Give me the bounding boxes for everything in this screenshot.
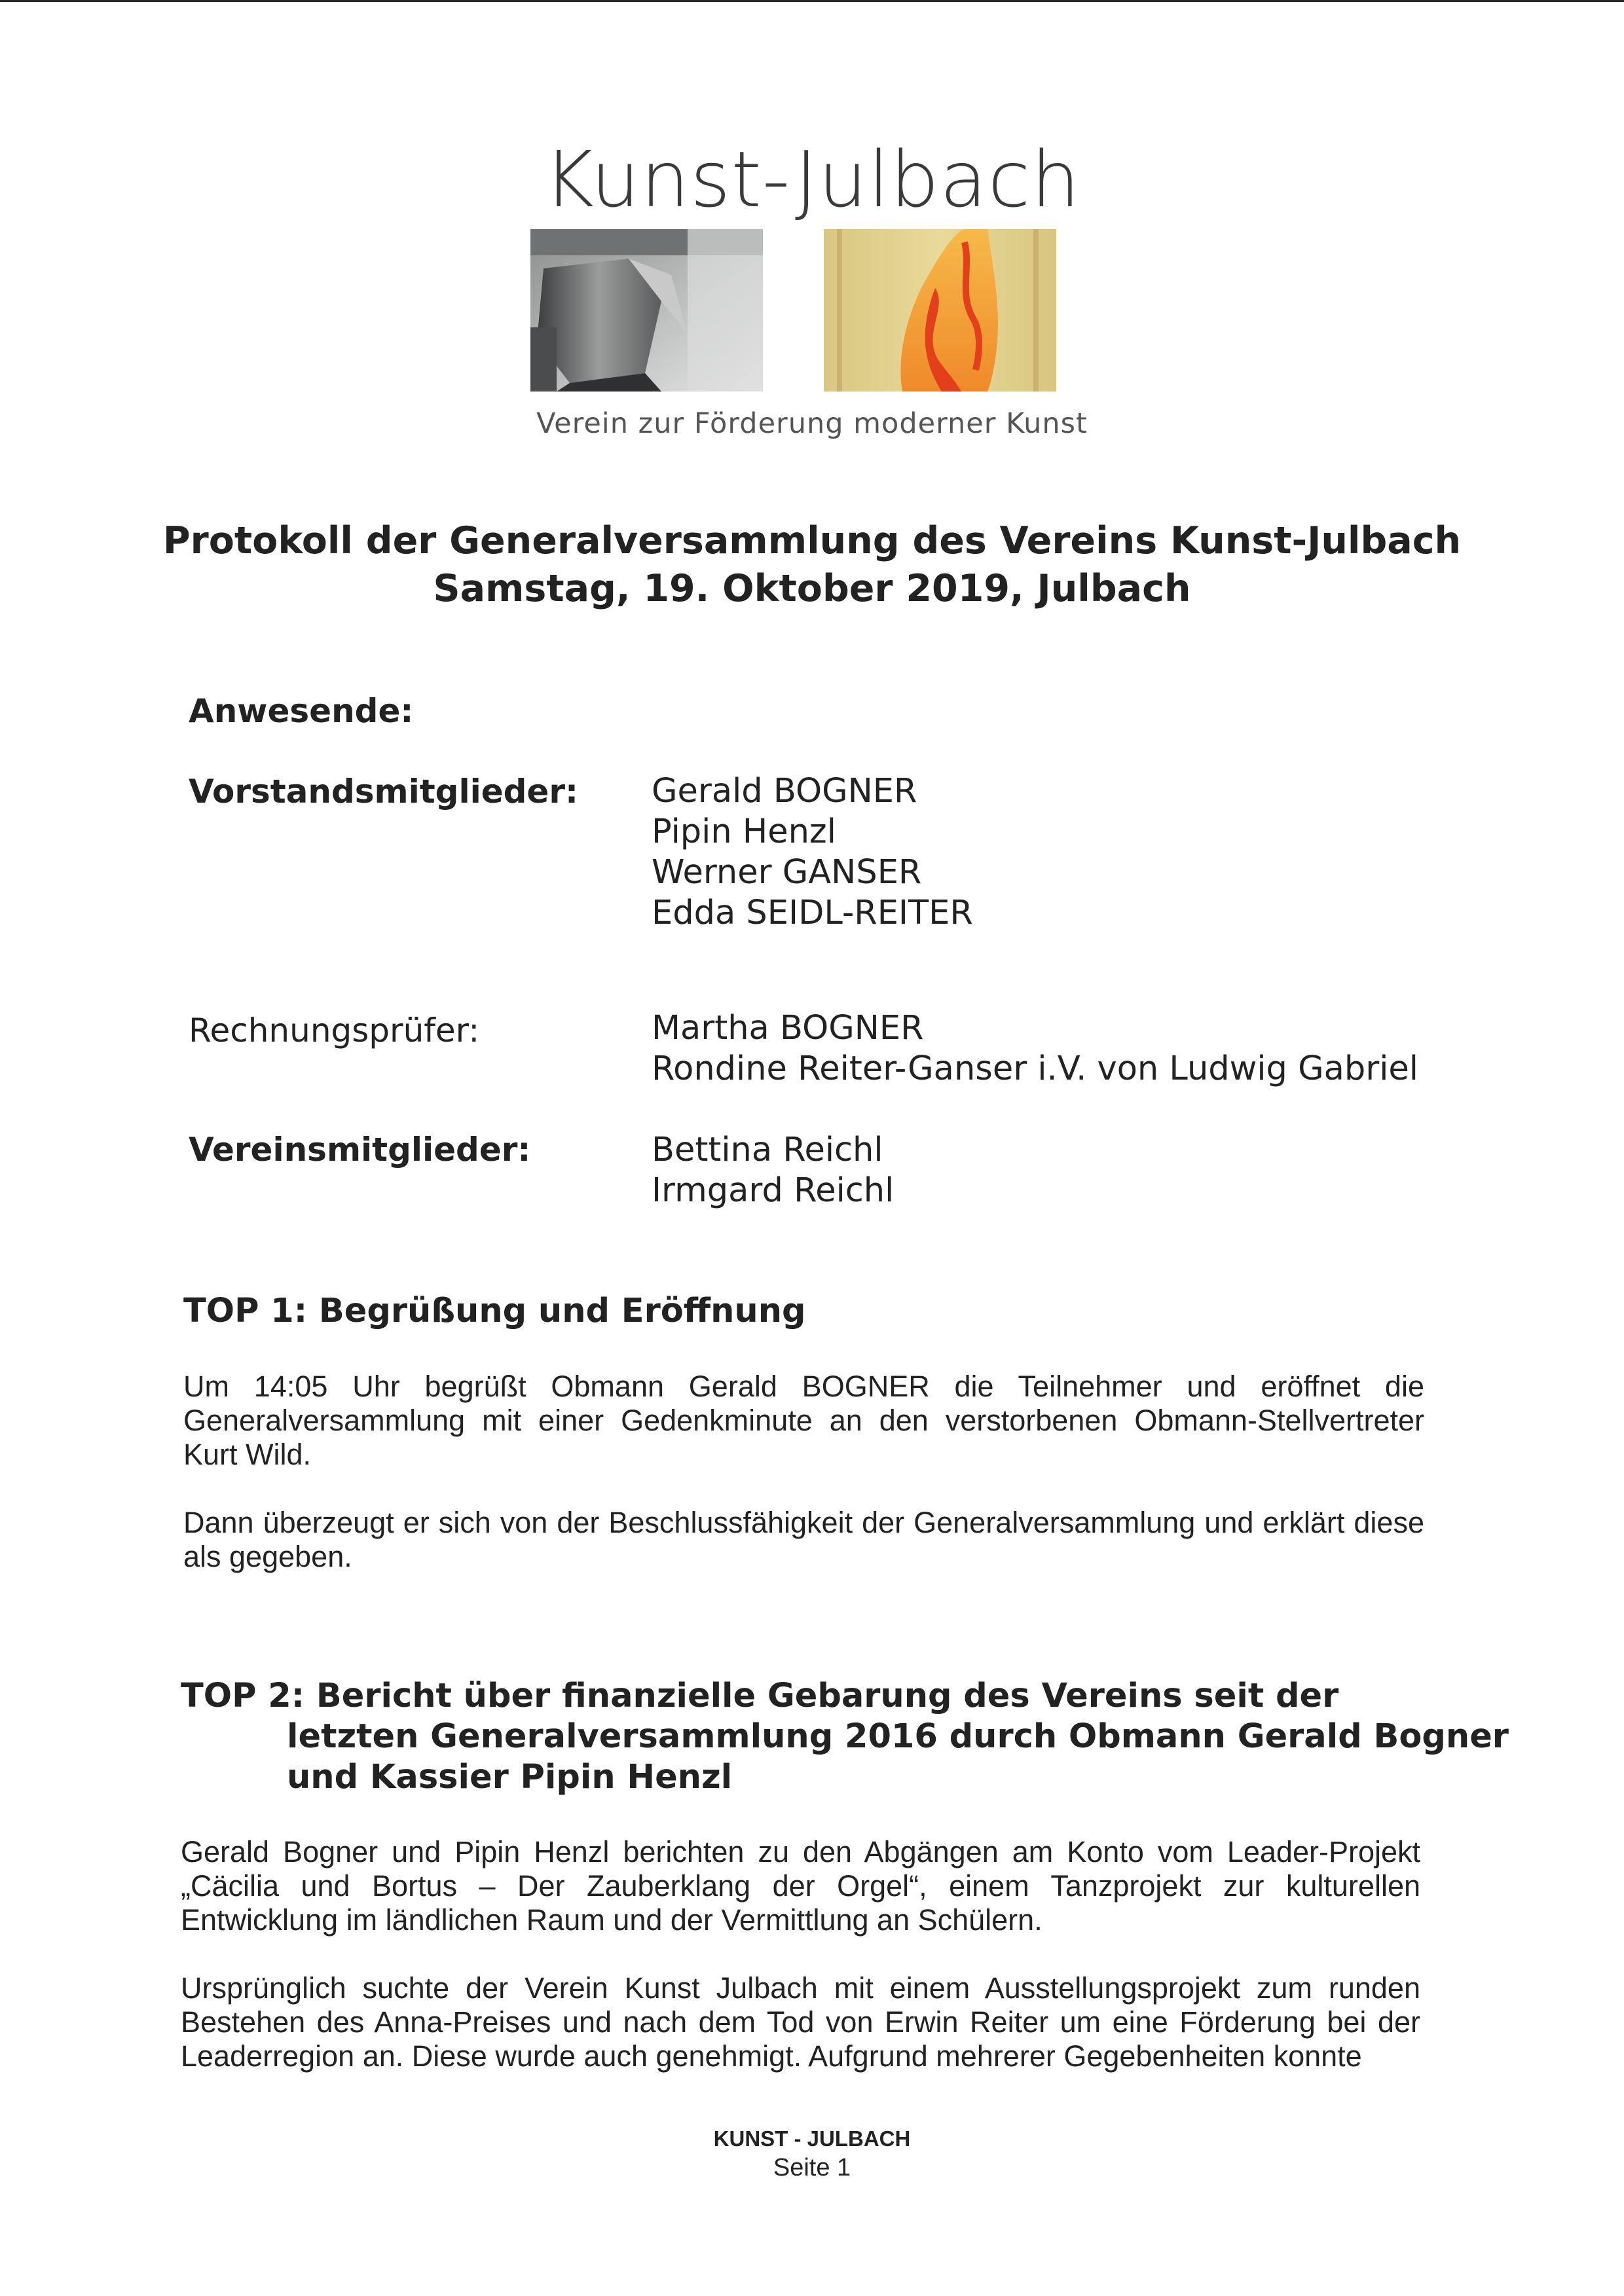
top2-heading-line-1: TOP 2: Bericht über finanzielle Gebarung des Vereins seit der	[181, 1677, 1339, 1715]
auditor: Rondine Reiter-Ganser i.V. von Ludwig Gabriel	[652, 1049, 1418, 1088]
members-list	[652, 1130, 894, 1211]
board-member: Gerald BOGNER	[652, 772, 917, 811]
document-date-line: Samstag, 19. Oktober 2019, Julbach	[433, 567, 1191, 610]
logo-subtitle: Verein zur Förderung moderner Kunst	[536, 407, 1088, 440]
board-label: Vorstandsmitglieder:	[189, 773, 578, 811]
members-label: Vereinsmitglieder:	[189, 1131, 531, 1169]
board-list	[652, 771, 973, 934]
member: Irmgard Reichl	[652, 1171, 895, 1210]
member: Bettina Reichl	[652, 1131, 883, 1169]
auditors-label: Rechnungsprüfer:	[189, 1011, 480, 1049]
top2-heading-line-2: letzten Generalversammlung 2016 durch Obmann Gerald Bogner	[287, 1717, 1509, 1756]
document-title: Protokoll der Generalversammlung des Vereins Kunst-Julbach	[162, 519, 1462, 562]
board-member: Werner GANSER	[652, 853, 922, 892]
top2-heading	[181, 1676, 1509, 1798]
board-member: Edda SEIDL-REITER	[652, 894, 973, 932]
logo-title: Kunst-Julbach	[543, 134, 1081, 225]
auditor: Martha BOGNER	[652, 1009, 924, 1048]
top2-heading-line-3: und Kassier Pipin Henzl	[287, 1758, 733, 1796]
metal-sculpture-photo	[530, 229, 763, 392]
attendance-heading: Anwesende:	[189, 692, 414, 730]
page-top-border	[0, 0, 1624, 2]
top2-paragraph-1: Gerald Bogner und Pipin Henzl berichten zu den Abgängen am Konto vom Leader-Projekt „Cäcilia und Bortus – Der Zauberklang der Orgel“, einem Tanzprojekt zur kulturellen Entwicklung im ländlichen Raum und der Vermittlung an Schülern.	[181, 1835, 1420, 1937]
footer-page-number: Seite 1	[773, 2154, 851, 2181]
top1-paragraph-1: Um 14:05 Uhr begrüßt Obmann Gerald BOGNER die Teilnehmer und eröffnet die Generalversammlung mit einer Gedenkminute an den verstorbenen Obmann-Stellvertreter Kurt Wild.	[183, 1370, 1424, 1471]
top2-paragraph-2: Ursprünglich suchte der Verein Kunst Julbach mit einem Ausstellungsprojekt zum runden Bestehen des Anna-Preises und nach dem Tod von Erwin Reiter um eine Förderung bei der Leaderregion an. Diese wurde auch genehmigt. Aufgrund mehrerer Gegebenheiten konnte	[181, 1971, 1420, 2073]
auditors-list	[652, 1008, 1418, 1089]
top1-heading: TOP 1: Begrüßung und Eröffnung	[183, 1292, 806, 1330]
footer-organization: KUNST - JULBACH	[713, 2126, 911, 2151]
top1-paragraph-2: Dann überzeugt er sich von der Beschlussfähigkeit der Generalversammlung und erklärt diese als gegeben.	[183, 1506, 1424, 1573]
orange-painting-photo	[824, 229, 1056, 392]
board-member: Pipin Henzl	[652, 812, 836, 851]
